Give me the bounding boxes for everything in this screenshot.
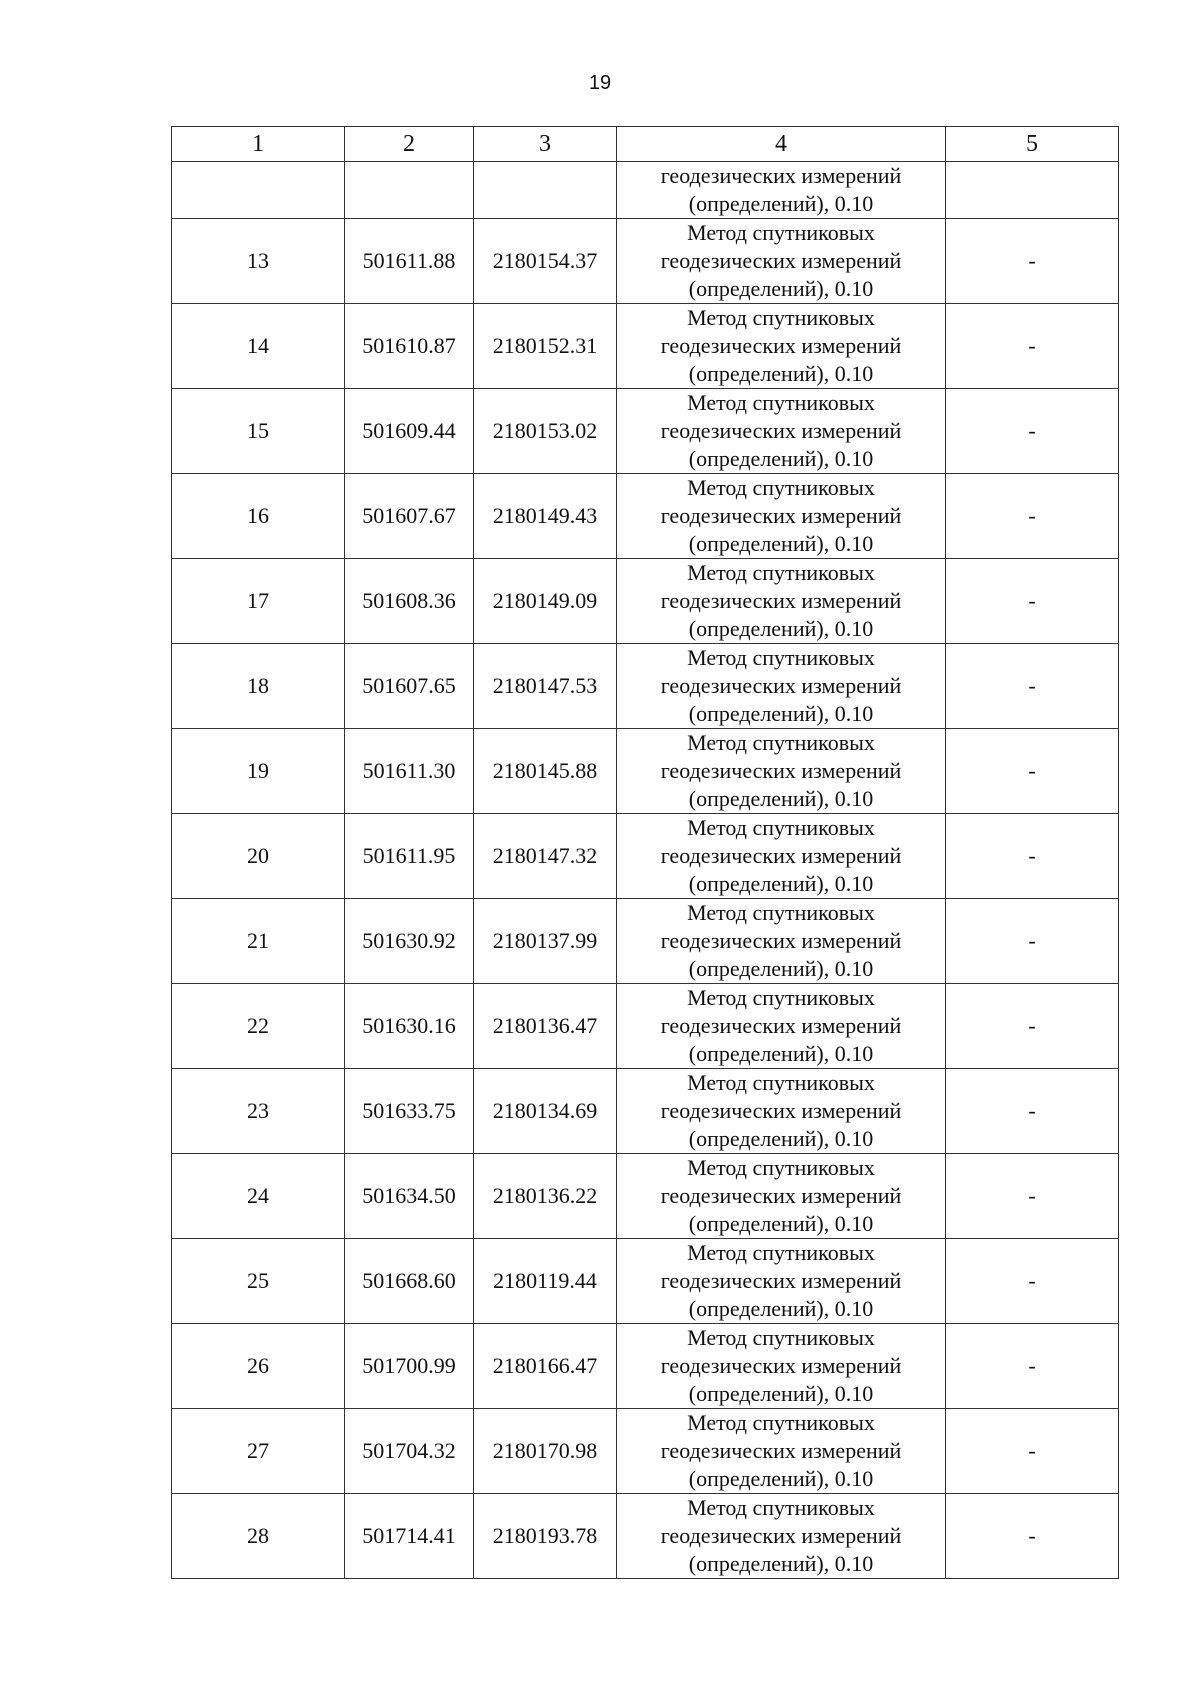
cell-number: 20 [172,814,345,899]
cell-col5: - [946,729,1119,814]
cell-col5: - [946,984,1119,1069]
method-line: Метод спутниковых [687,560,875,585]
method-line: геодезических измерений [660,843,902,868]
method-line: (определений), 0.10 [688,1126,874,1151]
cell-method [617,1409,946,1494]
cell-col5: - [946,389,1119,474]
table-row [172,1494,1119,1579]
cell-method [617,984,946,1069]
method-line: геодезических измерений [660,1098,902,1123]
method-line: (определений), 0.10 [688,786,874,811]
cell-method [617,1154,946,1239]
method-line: геодезических измерений [660,1183,902,1208]
cell-number: 26 [172,1324,345,1409]
cell-x: 501704.32 [345,1409,474,1494]
cell-x: 501611.95 [345,814,474,899]
method-line: (определений), 0.10 [688,1551,874,1576]
method-line: Метод спутниковых [687,815,875,840]
method-line: (определений), 0.10 [688,446,874,471]
cell-method [617,219,946,304]
method-line: Метод спутниковых [687,730,875,755]
cell-y: 2180149.43 [474,474,617,559]
method-line: геодезических измерений [660,1268,902,1293]
method-line: геодезических измерений [660,928,902,953]
cell-col5: - [946,1239,1119,1324]
method-line: Метод спутниковых [687,1410,875,1435]
method-line: (определений), 0.10 [688,191,874,216]
table-row [172,814,1119,899]
cell-y: 2180193.78 [474,1494,617,1579]
method-line: Метод спутниковых [687,645,875,670]
method-line: (определений), 0.10 [688,871,874,896]
method-line: геодезических измерений [660,248,902,273]
table-row [172,984,1119,1069]
method-line: геодезических измерений [660,503,902,528]
cell-y: 2180166.47 [474,1324,617,1409]
cell-y: 2180145.88 [474,729,617,814]
cell-col5: - [946,559,1119,644]
cell-col5: - [946,304,1119,389]
cell-col5: - [946,899,1119,984]
header-col-2: 2 [345,127,474,162]
cell-x: 501607.65 [345,644,474,729]
cell-col5: - [946,474,1119,559]
table-row [172,1069,1119,1154]
cell-method [617,644,946,729]
table-row [172,474,1119,559]
cell-col5: - [946,1069,1119,1154]
cell-x: 501607.67 [345,474,474,559]
method-line: (определений), 0.10 [688,956,874,981]
cell-col5: - [946,1154,1119,1239]
cell-method [617,1494,946,1579]
method-line: (определений), 0.10 [688,701,874,726]
method-line: геодезических измерений [660,1523,902,1548]
cell-y: 2180136.47 [474,984,617,1069]
cell-col5: - [946,219,1119,304]
method-line: Метод спутниковых [687,1155,875,1180]
method-line: (определений), 0.10 [688,1041,874,1066]
method-line: Метод спутниковых [687,220,875,245]
cell-number: 22 [172,984,345,1069]
cell-number: 28 [172,1494,345,1579]
cell-y [474,162,617,219]
cell-y: 2180152.31 [474,304,617,389]
method-line: геодезических измерений [660,758,902,783]
cell-number: 27 [172,1409,345,1494]
method-line: Метод спутниковых [687,1325,875,1350]
cell-x: 501610.87 [345,304,474,389]
cell-y: 2180149.09 [474,559,617,644]
cell-col5: - [946,644,1119,729]
cell-x: 501634.50 [345,1154,474,1239]
cell-number: 17 [172,559,345,644]
cell-method [617,389,946,474]
cell-number: 18 [172,644,345,729]
header-col-1: 1 [172,127,345,162]
continuation-row [172,162,1119,219]
cell-col5: - [946,1409,1119,1494]
method-line: (определений), 0.10 [688,361,874,386]
table-header-row [172,127,1119,162]
cell-number: 24 [172,1154,345,1239]
table-row [172,559,1119,644]
cell-x: 501668.60 [345,1239,474,1324]
table-row [172,1154,1119,1239]
cell-number: 16 [172,474,345,559]
cell-number: 25 [172,1239,345,1324]
table-row [172,1324,1119,1409]
method-line: (определений), 0.10 [688,1466,874,1491]
cell-col5: - [946,814,1119,899]
method-line: (определений), 0.10 [688,1211,874,1236]
table-row [172,644,1119,729]
cell-method [617,304,946,389]
page-number: 19 [588,72,612,94]
method-line: (определений), 0.10 [688,1296,874,1321]
cell-method [617,474,946,559]
cell-x: 501630.16 [345,984,474,1069]
cell-number: 13 [172,219,345,304]
cell-x: 501611.88 [345,219,474,304]
method-line: Метод спутниковых [687,900,875,925]
cell-y: 2180136.22 [474,1154,617,1239]
cell-number: 19 [172,729,345,814]
header-col-3: 3 [474,127,617,162]
cell-x: 501633.75 [345,1069,474,1154]
method-line: (определений), 0.10 [688,1381,874,1406]
cell-method [617,559,946,644]
cell-x [345,162,474,219]
cell-number: 14 [172,304,345,389]
cell-x: 501700.99 [345,1324,474,1409]
cell-method [617,162,946,219]
cell-method [617,814,946,899]
cell-number: 23 [172,1069,345,1154]
table-row [172,899,1119,984]
cell-y: 2180153.02 [474,389,617,474]
cell-method [617,1324,946,1409]
method-line: геодезических измерений [660,588,902,613]
method-line: геодезических измерений [660,1353,902,1378]
cell-col5 [946,162,1119,219]
method-line: Метод спутниковых [687,305,875,330]
cell-y: 2180147.32 [474,814,617,899]
cell-method [617,1069,946,1154]
cell-col5: - [946,1324,1119,1409]
cell-y: 2180154.37 [474,219,617,304]
cell-method [617,1239,946,1324]
table-row [172,1409,1119,1494]
table-row [172,219,1119,304]
cell-x: 501611.30 [345,729,474,814]
method-line: (определений), 0.10 [688,531,874,556]
method-line: Метод спутниковых [687,1070,875,1095]
cell-number [172,162,345,219]
cell-x: 501608.36 [345,559,474,644]
cell-y: 2180147.53 [474,644,617,729]
cell-number: 15 [172,389,345,474]
cell-method [617,899,946,984]
method-line: Метод спутниковых [687,1240,875,1265]
method-line: геодезических измерений [660,673,902,698]
coordinates-table [171,126,1119,1579]
method-line: Метод спутниковых [687,390,875,415]
method-line: Метод спутниковых [687,475,875,500]
method-line: Метод спутниковых [687,1495,875,1520]
cell-y: 2180119.44 [474,1239,617,1324]
cell-method [617,729,946,814]
method-line: геодезических измерений [660,1438,902,1463]
method-line: геодезических измерений [660,333,902,358]
cell-col5: - [946,1494,1119,1579]
method-line: Метод спутниковых [687,985,875,1010]
cell-number: 21 [172,899,345,984]
table-row [172,304,1119,389]
cell-y: 2180170.98 [474,1409,617,1494]
method-line: геодезических измерений [660,1013,902,1038]
cell-y: 2180137.99 [474,899,617,984]
cell-x: 501714.41 [345,1494,474,1579]
header-col-4: 4 [617,127,946,162]
method-line: (определений), 0.10 [688,616,874,641]
cell-x: 501609.44 [345,389,474,474]
method-line: геодезических измерений [660,163,902,188]
table-row [172,729,1119,814]
table-row [172,389,1119,474]
method-line: геодезических измерений [660,418,902,443]
table-row [172,1239,1119,1324]
method-line: (определений), 0.10 [688,276,874,301]
cell-y: 2180134.69 [474,1069,617,1154]
cell-x: 501630.92 [345,899,474,984]
header-col-5: 5 [946,127,1119,162]
